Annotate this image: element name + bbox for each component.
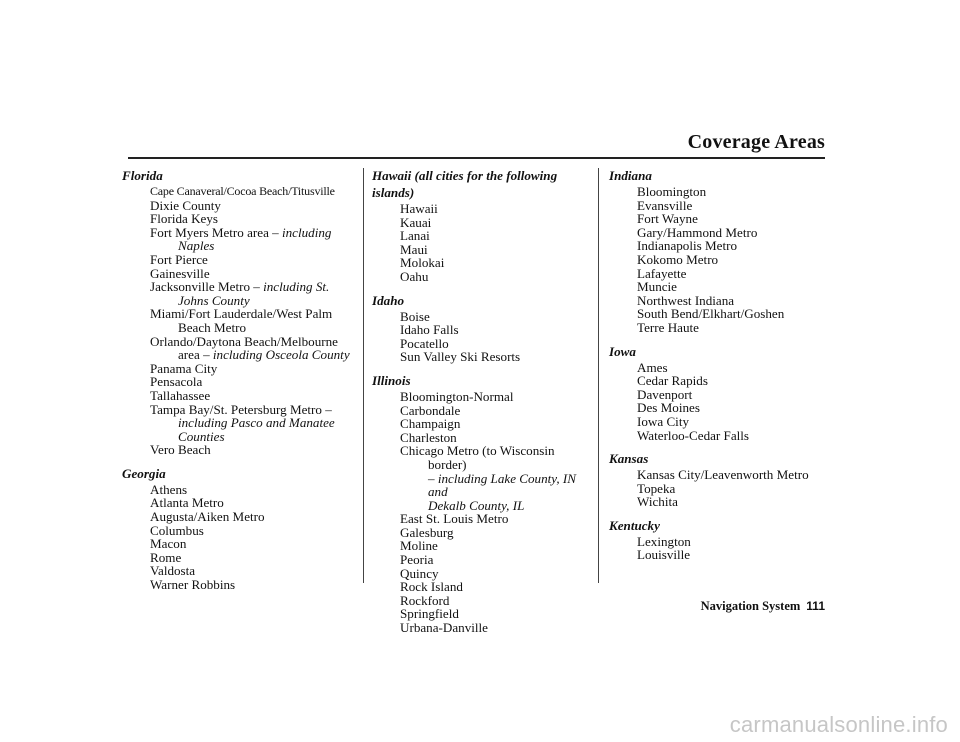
list-item <box>637 401 825 415</box>
city-name-cont: area – <box>178 347 213 363</box>
list-item <box>150 483 354 497</box>
city-note: Naples <box>178 238 215 254</box>
list-item <box>400 390 590 404</box>
city-name: Lanai <box>400 228 430 244</box>
city-name: Indianapolis Metro <box>637 238 737 254</box>
list-item <box>150 578 354 592</box>
list-item <box>400 553 590 567</box>
city-name: Gainesville <box>150 265 210 281</box>
list-item <box>400 539 590 553</box>
list-item <box>150 362 354 376</box>
city-name: Terre Haute <box>637 319 699 335</box>
city-name: Idaho Falls <box>400 322 459 338</box>
list-item <box>637 307 825 321</box>
city-name: Fort Wayne <box>637 211 698 227</box>
city-name: Dixie County <box>150 197 221 213</box>
city-name: Bloomington <box>637 184 707 199</box>
list-item <box>400 567 590 581</box>
list-item <box>400 621 590 635</box>
city-name: Rock Island <box>400 579 463 595</box>
city-name: Rome <box>150 549 182 565</box>
city-name: Lexington <box>637 533 691 549</box>
city-note: including <box>282 224 332 240</box>
city-name: Lafayette <box>637 265 687 281</box>
city-name: Quincy <box>400 565 439 581</box>
city-name: Warner Robbins <box>150 577 236 593</box>
list-item <box>150 551 354 565</box>
city-name: Charleston <box>400 429 457 445</box>
city-name: Hawaii <box>400 201 438 216</box>
city-name: Rockford <box>400 592 450 608</box>
city-name: Sun Valley Ski Resorts <box>400 349 521 365</box>
list-item <box>637 212 825 226</box>
city-name: Vero Beach <box>150 442 211 458</box>
column-1 <box>122 167 354 592</box>
city-name: Muncie <box>637 279 677 295</box>
list-item <box>150 510 354 524</box>
list-item <box>637 280 825 294</box>
list-item <box>637 495 825 509</box>
state-name: Florida <box>122 168 163 183</box>
list-item <box>400 243 590 257</box>
state-heading <box>372 167 590 201</box>
state-heading <box>122 465 354 482</box>
state-name: Georgia <box>122 465 166 481</box>
state-heading <box>372 292 590 309</box>
list-item <box>637 321 825 335</box>
state-heading <box>609 450 825 467</box>
city-name: Miami/Fort Lauderdale/West Palm <box>150 306 333 322</box>
list-item <box>637 253 825 267</box>
city-name-cont: Beach Metro <box>178 319 246 335</box>
list-item <box>637 468 825 482</box>
column-3 <box>609 167 825 562</box>
city-note: Johns County <box>178 292 250 308</box>
city-name: Fort Myers Metro area – <box>150 224 282 240</box>
list-item <box>150 267 354 281</box>
city-name: Peoria <box>400 552 434 568</box>
column-divider <box>598 168 599 583</box>
list-item <box>400 431 590 445</box>
city-name: Athens <box>150 481 188 497</box>
list-item <box>400 580 590 594</box>
city-name: Cedar Rapids <box>637 373 708 389</box>
list-item <box>400 270 590 284</box>
list-item <box>637 294 825 308</box>
city-name: Northwest Indiana <box>637 292 735 308</box>
list-item <box>150 226 354 253</box>
city-name: Kansas City/Leavenworth Metro <box>637 467 809 483</box>
list-item <box>637 361 825 375</box>
city-name: Maui <box>400 241 428 257</box>
state-name: Iowa <box>609 343 636 359</box>
list-item <box>400 229 590 243</box>
city-note: – including Lake County, IN and <box>428 470 577 500</box>
city-name: Carbondale <box>400 402 461 418</box>
list-item <box>637 548 825 562</box>
city-name: Topeka <box>637 480 676 496</box>
list-item <box>400 607 590 621</box>
list-item <box>637 226 825 240</box>
state-heading <box>372 372 590 389</box>
city-name: Jacksonville Metro – <box>150 279 264 295</box>
list-item <box>637 374 825 388</box>
state-name: Hawaii (all cities for the following <box>372 168 558 183</box>
list-item <box>150 185 354 199</box>
page-footer <box>590 599 825 614</box>
city-name: Oahu <box>400 268 429 284</box>
list-item <box>150 564 354 578</box>
header-rule <box>128 157 825 159</box>
city-name: Atlanta Metro <box>150 495 224 511</box>
city-name: Tampa Bay/St. Petersburg Metro – <box>150 401 332 417</box>
list-item <box>637 239 825 253</box>
list-item <box>400 323 590 337</box>
city-name: Moline <box>400 538 438 554</box>
list-item <box>150 212 354 226</box>
list-item <box>637 535 825 549</box>
city-name: Ames <box>637 359 668 375</box>
list-item <box>400 512 590 526</box>
city-note: including St. <box>263 279 330 295</box>
city-name: Fort Pierce <box>150 251 208 267</box>
list-item <box>400 594 590 608</box>
city-note: Counties <box>178 428 225 444</box>
list-item <box>400 216 590 230</box>
city-name: Davenport <box>637 386 693 402</box>
list-item <box>400 444 590 512</box>
list-item <box>400 526 590 540</box>
list-item <box>637 185 825 199</box>
city-note: including Pasco and Manatee <box>178 415 335 431</box>
city-name: Gary/Hammond Metro <box>637 224 758 240</box>
city-name: Valdosta <box>150 563 196 579</box>
city-name: Kauai <box>400 214 432 230</box>
city-name: Columbus <box>150 522 204 538</box>
city-name: Champaign <box>400 416 461 432</box>
city-note: including Osceola County <box>212 347 350 363</box>
city-name: Louisville <box>637 547 691 563</box>
list-item <box>637 429 825 443</box>
city-name: Augusta/Aiken Metro <box>150 509 265 525</box>
list-item <box>150 443 354 457</box>
city-name: Pocatello <box>400 335 449 351</box>
city-name: Orlando/Daytona Beach/Melbourne <box>150 333 338 349</box>
city-name: Bloomington-Normal <box>400 388 514 404</box>
list-item <box>150 403 354 444</box>
city-name: Evansville <box>637 197 693 213</box>
state-name-cont: islands) <box>372 185 415 200</box>
state-name: Idaho <box>372 292 405 308</box>
list-item <box>400 337 590 351</box>
list-item <box>637 415 825 429</box>
city-name: Molokai <box>400 255 445 271</box>
list-item <box>400 350 590 364</box>
city-name: Waterloo-Cedar Falls <box>637 427 750 443</box>
state-heading <box>609 167 825 184</box>
city-name: Springfield <box>400 606 459 622</box>
state-name: Illinois <box>372 372 411 388</box>
list-item <box>150 375 354 389</box>
list-item <box>637 199 825 213</box>
list-item <box>637 267 825 281</box>
list-item <box>150 280 354 307</box>
watermark: carmanualsonline.info <box>729 712 948 737</box>
state-name: Kentucky <box>609 517 660 533</box>
list-item <box>150 496 354 510</box>
city-name: East St. Louis Metro <box>400 511 509 527</box>
city-name: Macon <box>150 536 187 552</box>
list-item <box>400 310 590 324</box>
column-divider <box>363 168 364 583</box>
list-item <box>637 388 825 402</box>
city-name: Urbana-Danville <box>400 620 488 636</box>
list-item <box>400 404 590 418</box>
city-name: Des Moines <box>637 400 700 416</box>
state-name: Indiana <box>609 168 652 183</box>
page-number: 111 <box>806 599 825 613</box>
list-item <box>150 335 354 362</box>
list-item <box>400 202 590 216</box>
city-name: South Bend/Elkhart/Goshen <box>637 306 785 322</box>
state-heading <box>609 517 825 534</box>
city-name: Wichita <box>637 494 678 510</box>
city-name: Chicago Metro (to Wisconsin border) <box>400 443 555 472</box>
city-name: Pensacola <box>150 374 203 390</box>
state-name: Kansas <box>609 451 649 467</box>
list-item <box>637 482 825 496</box>
city-name: Kokomo Metro <box>637 251 719 267</box>
state-heading <box>609 343 825 360</box>
list-item <box>150 389 354 403</box>
list-item <box>150 537 354 551</box>
city-name: Florida Keys <box>150 211 219 227</box>
column-2 <box>372 167 590 635</box>
city-name: Tallahassee <box>150 387 211 403</box>
city-name: Boise <box>400 308 430 324</box>
footer-section: Navigation System <box>700 599 801 613</box>
city-name: Cape Canaveral/Cocoa Beach/Titusville <box>150 184 335 198</box>
list-item <box>150 307 354 334</box>
list-item <box>150 524 354 538</box>
city-note: Dekalb County, IL <box>428 497 525 513</box>
list-item <box>400 417 590 431</box>
state-heading <box>122 167 354 184</box>
page-title: Coverage Areas <box>687 131 825 153</box>
list-item <box>150 253 354 267</box>
city-name: Galesburg <box>400 524 454 540</box>
city-name: Iowa City <box>637 413 690 429</box>
list-item <box>150 199 354 213</box>
city-name: Panama City <box>150 360 218 376</box>
list-item <box>400 256 590 270</box>
